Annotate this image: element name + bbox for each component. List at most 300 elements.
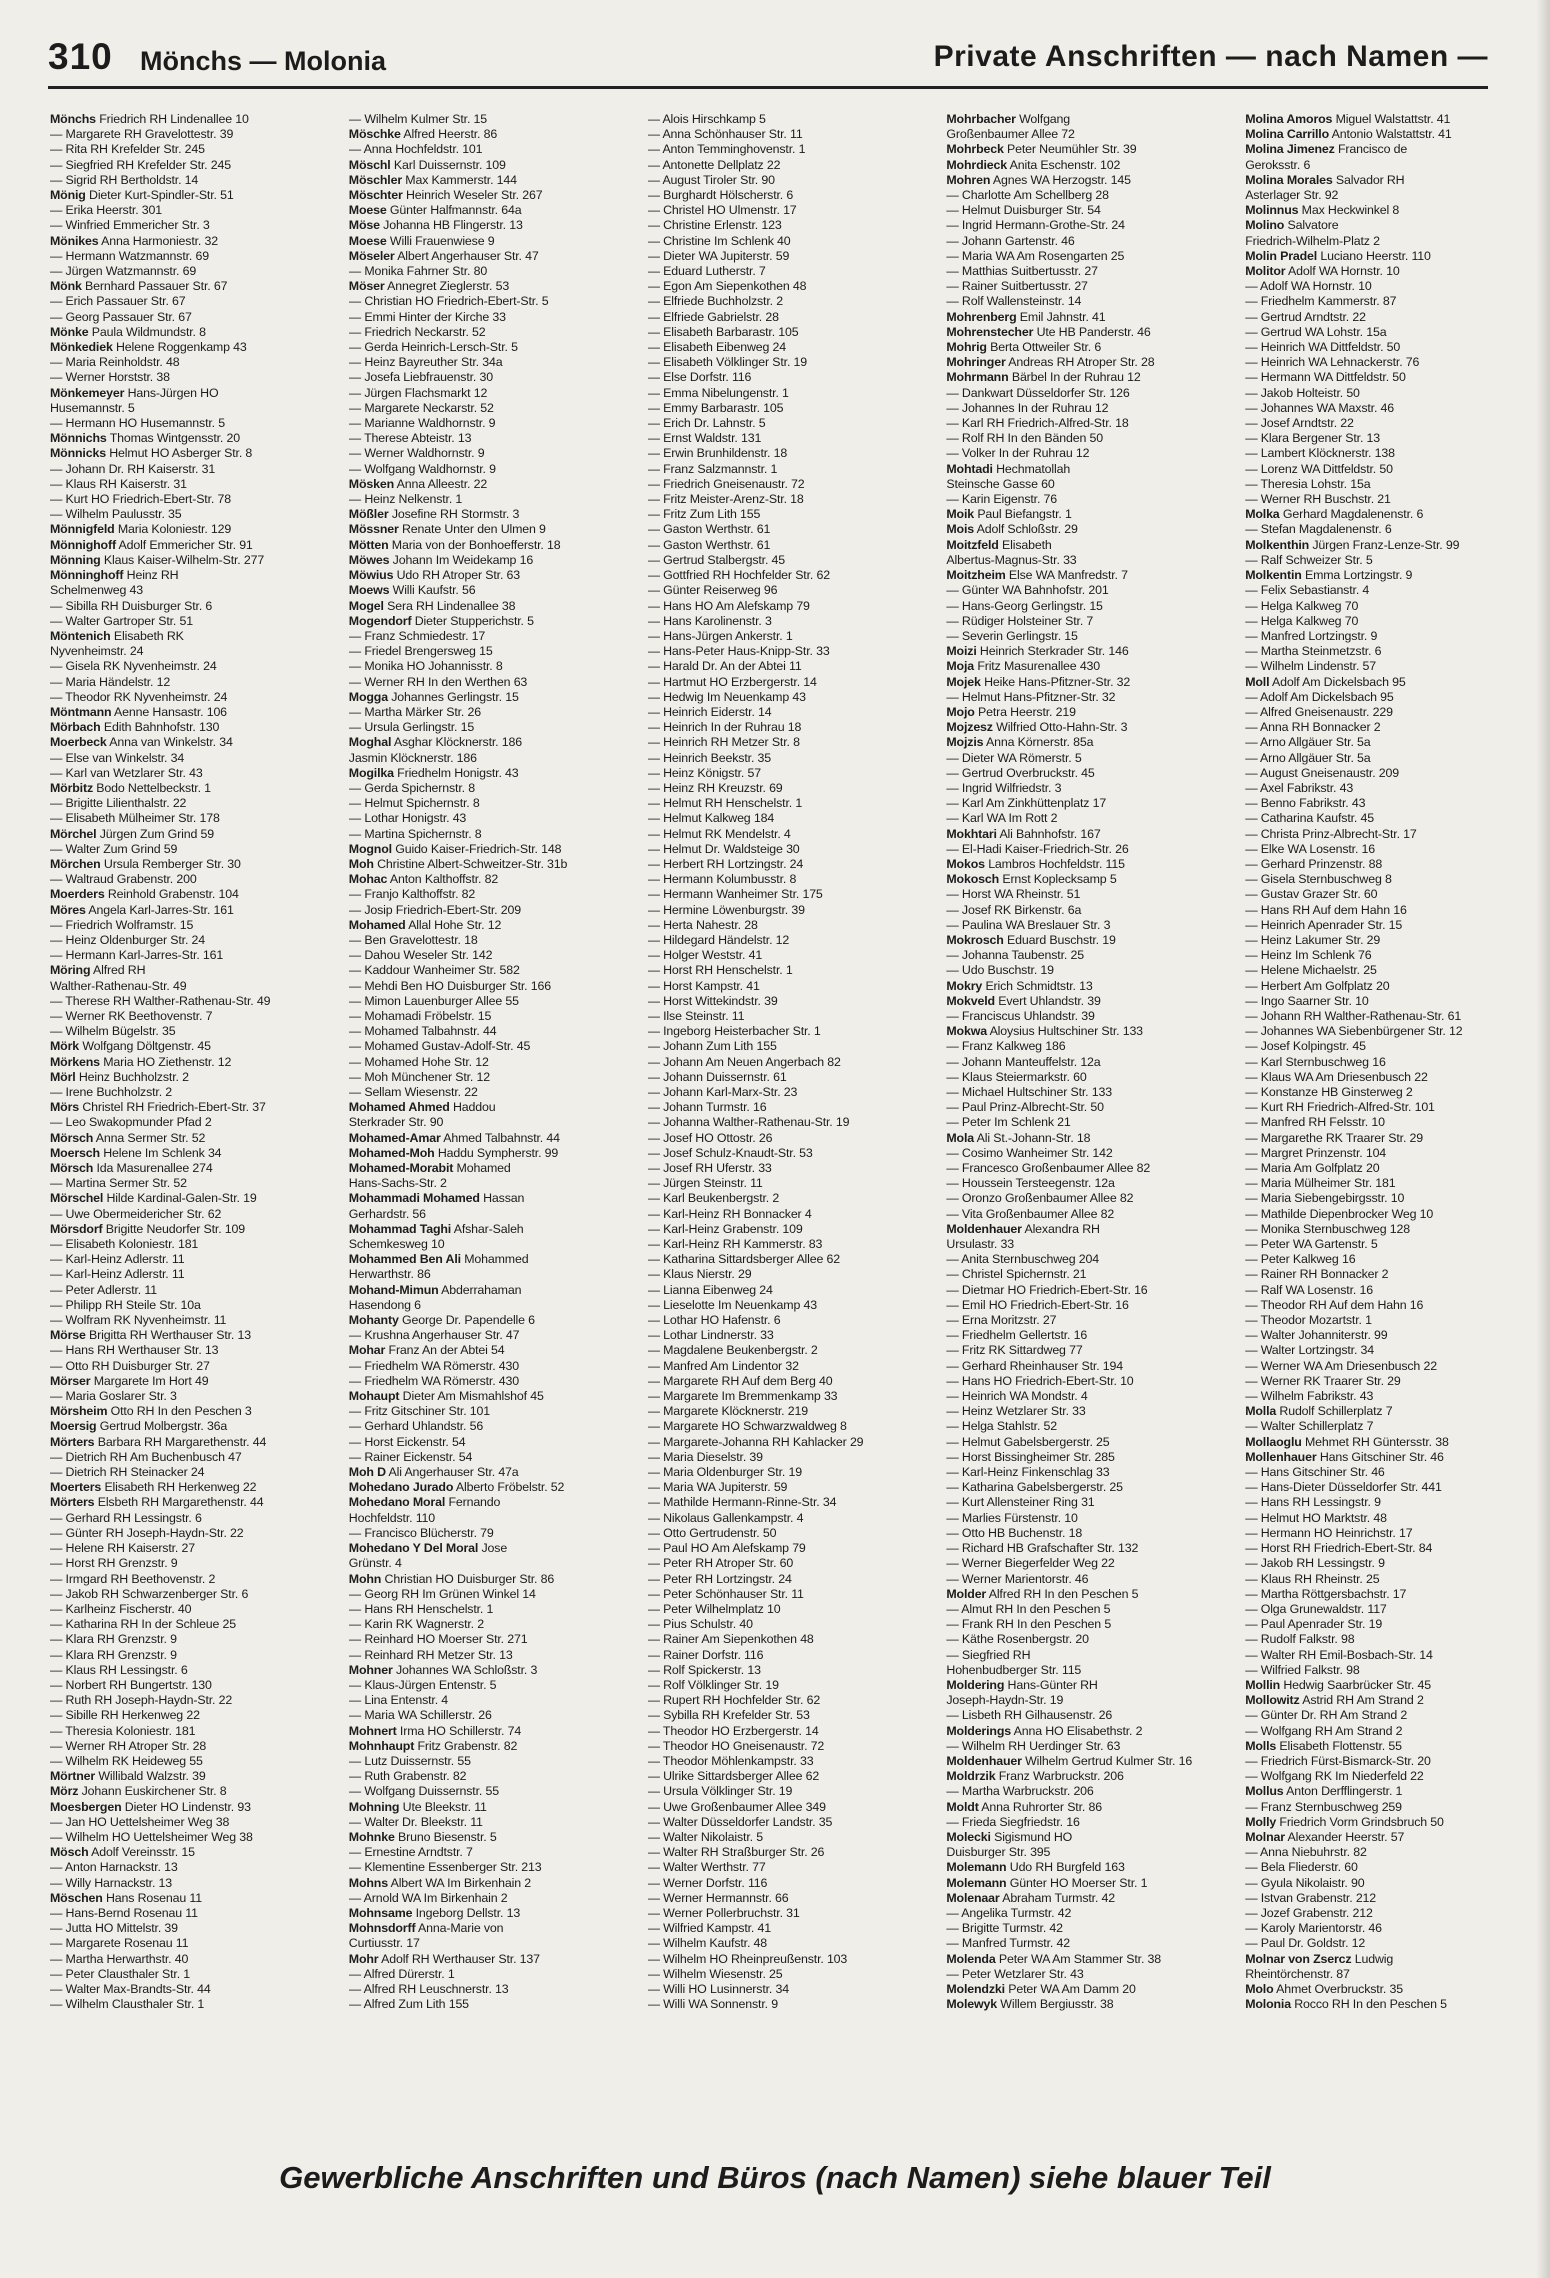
entry-details: — Günter Dr. RH Am Strand 2: [1245, 1708, 1408, 1723]
entry-details: — Walter Max-Brandts-Str. 44: [50, 1981, 211, 1996]
entry-details: — Brigitte Lilienthalstr. 22: [50, 796, 187, 811]
directory-entry: [349, 781, 634, 796]
entry-details: — Paul HO Am Alefskamp 79: [647, 1541, 806, 1556]
directory-entry: [946, 1511, 1231, 1526]
entry-surname: Möschler: [348, 172, 402, 187]
entry-surname: Molenda: [946, 1951, 996, 1966]
entry-details: Ursula Remberger Str. 30: [103, 856, 241, 871]
entry-details: — Margarete Neckarstr. 52: [348, 400, 494, 415]
entry-details: — Christine Im Schlenk 40: [647, 233, 791, 248]
entry-details: — Josef RH Uferstr. 33: [647, 1161, 772, 1176]
entry-details: — Werner RH In den Werthen 63: [348, 674, 528, 689]
entry-details: — Horst RH Friedrich-Ebert-Str. 84: [1245, 1541, 1433, 1556]
entry-surname: Mönk: [50, 279, 82, 294]
entry-details: — Karlheinz Fischerstr. 40: [50, 1601, 192, 1616]
entry-details: — Jürgen Flachsmarkt 12: [348, 385, 488, 400]
directory-entry: [946, 401, 1231, 416]
entry-details: Grünstr. 4: [348, 1556, 402, 1571]
directory-entry: [648, 1267, 933, 1282]
entry-details: — Erich Passauer Str. 67: [50, 294, 186, 309]
entry-surname: Molenaar: [946, 1890, 1000, 1905]
directory-entry: [50, 370, 335, 385]
entry-surname: Moerters: [50, 1480, 102, 1495]
entry-details: — Willy Harnackstr. 13: [50, 1875, 173, 1890]
directory-entry: [50, 507, 335, 522]
entry-details: — Herbert Am Golfplatz 20: [1245, 978, 1390, 993]
entry-details: Adolf Schloßstr. 29: [976, 522, 1078, 537]
directory-entry: [1245, 629, 1530, 644]
entry-details: — Erich Dr. Lahnstr. 5: [647, 416, 766, 431]
entry-details: — Heinrich RH Metzer Str. 8: [647, 735, 800, 750]
entry-details: Ingeborg Dellstr. 13: [415, 1905, 521, 1920]
directory-entry: [1245, 1617, 1530, 1632]
entry-details: — Theodor RK Nyvenheimstr. 24: [50, 689, 228, 704]
entry-details: — Martha Märker Str. 26: [348, 704, 481, 719]
entry-details: — Lothar Honigstr. 43: [348, 811, 467, 826]
directory-entry: [349, 492, 634, 507]
directory-entry: [349, 1511, 634, 1526]
directory-entry: [946, 1009, 1231, 1024]
entry-details: — Anna Schönhauser Str. 11: [647, 127, 803, 142]
directory-entry: [648, 1830, 933, 1845]
entry-surname: Molnar: [1245, 1829, 1285, 1844]
directory-entry: [1245, 294, 1530, 309]
entry-details: Paula Wildmundstr. 8: [91, 324, 206, 339]
directory-entry: [50, 568, 335, 583]
entry-details: — Klaus WA Am Driesenbusch 22: [1245, 1069, 1428, 1084]
entry-details: — Margarete Im Bremmenkamp 33: [647, 1389, 838, 1404]
directory-entry: [50, 1374, 335, 1389]
directory-entry: [946, 1587, 1231, 1602]
directory-entry: [1245, 1845, 1530, 1860]
directory-entry: [349, 644, 634, 659]
entry-details: — Ernst Waldstr. 131: [647, 431, 762, 446]
directory-entry: [349, 1495, 634, 1510]
entry-details: Heinrich Sterkrader Str. 146: [979, 644, 1129, 659]
entry-details: Husemannstr. 5: [50, 400, 135, 415]
entry-details: Gerhardstr. 56: [348, 1206, 426, 1221]
entry-details: — Werner RK Traarer Str. 29: [1245, 1373, 1401, 1388]
entry-details: Günter HO Moerser Str. 1: [1009, 1875, 1148, 1890]
directory-entry: [946, 340, 1231, 355]
entry-details: — Helga Stahlstr. 52: [946, 1419, 1058, 1434]
entry-details: Abraham Turmstr. 42: [1002, 1890, 1116, 1905]
directory-entry: [946, 1495, 1231, 1510]
directory-entry: [349, 142, 634, 157]
directory-entry: [1245, 264, 1530, 279]
entry-details: — Rüdiger Holsteiner Str. 7: [946, 613, 1094, 628]
entry-surname: Mohac: [348, 872, 388, 887]
directory-entry: [1245, 1815, 1530, 1830]
directory-entry: [349, 1784, 634, 1799]
entry-details: — Olga Grunewaldstr. 117: [1245, 1601, 1387, 1616]
directory-entry: [349, 218, 634, 233]
directory-entry: [946, 1952, 1231, 1967]
entry-details: — Fritz Meister-Arenz-Str. 18: [647, 492, 804, 507]
directory-entry: [50, 994, 335, 1009]
entry-details: Steinsche Gasse 60: [946, 476, 1055, 491]
directory-entry: [648, 1070, 933, 1085]
entry-details: Haddu Sympherstr. 99: [437, 1145, 559, 1160]
entry-details: — Wilhelm Paulusstr. 35: [50, 507, 182, 522]
directory-entry: [946, 735, 1231, 750]
entry-details: — Anton Temminghovenstr. 1: [647, 142, 806, 157]
directory-entry: [946, 1632, 1231, 1647]
entry-details: — El-Hadi Kaiser-Friedrich-Str. 26: [946, 841, 1129, 856]
entry-details: — Johann Manteuffelstr. 12a: [946, 1054, 1101, 1069]
entry-surname: Mörsch: [50, 1161, 94, 1176]
entry-details: — Dietrich RH Steinacker 24: [50, 1465, 205, 1480]
entry-details: — Almut RH In den Peschen 5: [946, 1601, 1111, 1616]
directory-entry: [946, 127, 1231, 142]
entry-details: — Hermann HO Heinrichstr. 17: [1245, 1525, 1413, 1540]
entry-details: — Volker In der Ruhrau 12: [946, 446, 1090, 461]
directory-entry: [648, 827, 933, 842]
entry-details: — Josef Arndtstr. 22: [1245, 416, 1354, 431]
entry-surname: Mognol: [348, 841, 392, 856]
directory-entry: [648, 522, 933, 537]
directory-entry: [50, 827, 335, 842]
directory-entry: [50, 1693, 335, 1708]
directory-entry: [648, 370, 933, 385]
entry-details: — Margarethe RK Traarer Str. 29: [1245, 1130, 1424, 1145]
directory-entry: [349, 294, 634, 309]
entry-details: — Jozef Grabenstr. 212: [1245, 1905, 1373, 1920]
directory-entry: [349, 1648, 634, 1663]
entry-details: — Arnold WA Im Birkenhain 2: [348, 1890, 508, 1905]
entry-details: — Ingo Saarner Str. 10: [1245, 993, 1369, 1008]
entry-details: — Gerhard RH Lessingstr. 6: [50, 1510, 202, 1525]
directory-entry: [50, 492, 335, 507]
entry-surname: Molinnus: [1245, 203, 1299, 218]
directory-entry: [648, 1784, 933, 1799]
entry-details: — Karl-Heinz Grabenstr. 109: [647, 1221, 803, 1236]
directory-entry: [648, 1495, 933, 1510]
entry-details: Rheintörchenstr. 87: [1245, 1966, 1350, 1981]
directory-entry: [648, 1678, 933, 1693]
directory-entry: [648, 1222, 933, 1237]
entry-details: — Emmi Hinter der Kirche 33: [348, 309, 506, 324]
entry-details: — Rainer Eickenstr. 54: [348, 1449, 473, 1464]
directory-entry: [648, 1207, 933, 1222]
entry-details: Hassan: [483, 1191, 525, 1206]
directory-entry: [648, 705, 933, 720]
directory-entry: [648, 142, 933, 157]
entry-details: Angela Karl-Jarres-Str. 161: [88, 902, 234, 917]
entry-surname: Mohnhaupt: [348, 1738, 415, 1753]
directory-entry: [648, 462, 933, 477]
entry-surname: Moik: [946, 507, 975, 522]
directory-entry: [50, 903, 335, 918]
entry-details: — Maria Am Golfplatz 20: [1245, 1161, 1380, 1176]
entry-surname: Mollaoglu: [1245, 1434, 1302, 1449]
entry-details: — Maria WA Jupiterstr. 59: [647, 1480, 788, 1495]
directory-entry: [50, 1495, 335, 1510]
directory-entry: [648, 1724, 933, 1739]
directory-entry: [1245, 918, 1530, 933]
directory-entry: [349, 1921, 634, 1936]
directory-entry: [1245, 644, 1530, 659]
directory-entry: [349, 1115, 634, 1130]
entry-details: Willi Frauenwiese 9: [389, 233, 495, 248]
entry-details: Fritz Masurenallee 430: [977, 659, 1101, 674]
directory-entry: [648, 1967, 933, 1982]
entry-details: — Werner WA Am Driesenbusch 22: [1245, 1358, 1437, 1373]
entry-surname: Möntmann: [50, 704, 112, 719]
entry-surname: Mohrbeck: [946, 142, 1004, 157]
directory-entry: [648, 842, 933, 857]
entry-details: Friedhelm Honigstr. 43: [397, 765, 519, 780]
directory-entry: [349, 1997, 634, 2012]
directory-entry: [349, 1617, 634, 1632]
entry-details: — Hans RH Auf dem Hahn 16: [1245, 902, 1407, 917]
directory-entry: [946, 1815, 1231, 1830]
directory-entry: [349, 994, 634, 1009]
directory-entry: [648, 1845, 933, 1860]
entry-details: — Peter Clausthaler Str. 1: [50, 1966, 191, 1981]
directory-entry: [349, 1055, 634, 1070]
directory-entry: [946, 1343, 1231, 1358]
entry-surname: Mohedano Jurado: [348, 1480, 454, 1495]
directory-entry: [349, 1906, 634, 1921]
entry-details: — Gerda Spichernstr. 8: [348, 780, 475, 795]
directory-entry: [1245, 1678, 1530, 1693]
directory-entry: [1245, 1343, 1530, 1358]
directory-entry: [648, 751, 933, 766]
entry-surname: Mojek: [946, 674, 981, 689]
entry-details: — Maria Oldenburger Str. 19: [647, 1465, 802, 1480]
entry-details: — Kaddour Wanheimer Str. 582: [348, 963, 520, 978]
directory-entry: [648, 1328, 933, 1343]
entry-details: — Paulina WA Breslauer Str. 3: [946, 917, 1111, 932]
entry-details: — Herbert RH Lortzingstr. 24: [647, 856, 804, 871]
directory-entry: [946, 903, 1231, 918]
entry-details: — Katharina Sittardsberger Allee 62: [647, 1252, 841, 1267]
entry-details: Sera RH Lindenallee 38: [387, 598, 516, 613]
directory-entry: [50, 705, 335, 720]
entry-details: Mehmet RH Güntersstr. 38: [1304, 1434, 1449, 1449]
entry-surname: Mohamed Ahmed: [348, 1100, 450, 1115]
directory-entry: [946, 477, 1231, 492]
entry-details: Bruno Biesenstr. 5: [398, 1829, 497, 1844]
directory-entry: [50, 1039, 335, 1054]
entry-details: — Axel Fabrikstr. 43: [1245, 780, 1354, 795]
entry-surname: Mörchen: [50, 856, 101, 871]
entry-details: — Walter Zum Grind 59: [50, 841, 178, 856]
entry-details: — Hans-Jürgen Ankerstr. 1: [647, 628, 793, 643]
entry-details: Jose: [481, 1541, 508, 1556]
directory-entry: [50, 1663, 335, 1678]
entry-details: — Heinz Oldenburger Str. 24: [50, 932, 206, 947]
directory-entry: [648, 629, 933, 644]
directory-entry: [1245, 1724, 1530, 1739]
directory-entry: [648, 1039, 933, 1054]
entry-details: Anna Harmoniestr. 32: [101, 233, 218, 248]
directory-entry: [50, 614, 335, 629]
directory-entry: [946, 872, 1231, 887]
entry-details: — Johann Am Neuen Angerbach 82: [647, 1054, 841, 1069]
entry-details: — Wolfgang Waldhornstr. 9: [348, 461, 496, 476]
directory-entry: [349, 675, 634, 690]
directory-entry: [946, 979, 1231, 994]
entry-surname: Mois: [946, 522, 975, 537]
entry-details: — August Tiroler Str. 90: [647, 172, 775, 187]
entry-details: — Gaston Werthstr. 61: [647, 537, 771, 552]
directory-entry: [1245, 781, 1530, 796]
entry-details: — Leo Swakopmunder Pfad 2: [50, 1115, 212, 1130]
entry-details: — Friedrich Neckarstr. 52: [348, 324, 486, 339]
entry-details: — Wilhelm Lindenstr. 57: [1245, 659, 1377, 674]
entry-details: — Lutz Duissernstr. 55: [348, 1753, 471, 1768]
entry-details: — Therese RH Walther-Rathenau-Str. 49: [50, 993, 271, 1008]
directory-entry: [50, 1769, 335, 1784]
directory-entry: [349, 1541, 634, 1556]
entry-details: — Paul Apenrader Str. 19: [1245, 1617, 1383, 1632]
directory-entry: [349, 1754, 634, 1769]
entry-details: Geroksstr. 6: [1245, 157, 1311, 172]
entry-details: — Gyula Nikolaistr. 90: [1245, 1875, 1365, 1890]
directory-entry: [349, 1936, 634, 1951]
directory-entry: [946, 1724, 1231, 1739]
directory-entry: [50, 979, 335, 994]
directory-entry: [349, 1161, 634, 1176]
entry-details: — Wilhelm RH Uerdinger Str. 63: [946, 1738, 1121, 1753]
entry-surname: Mönke: [50, 324, 89, 339]
entry-surname: Mollowitz: [1245, 1693, 1300, 1708]
entry-surname: Molewyk: [946, 1997, 997, 2012]
entry-details: — Günter Reiserweg 96: [647, 583, 778, 598]
directory-entry: [648, 1252, 933, 1267]
directory-entry: [50, 1359, 335, 1374]
entry-details: — Walter Schillerplatz 7: [1245, 1419, 1374, 1434]
entry-details: — Klaus RH Lessingstr. 6: [50, 1662, 188, 1677]
entry-details: Jasmin Klöcknerstr. 186: [348, 750, 477, 765]
directory-entry: [349, 1146, 634, 1161]
directory-entry: [946, 963, 1231, 978]
directory-entry: [1245, 933, 1530, 948]
entry-surname: Mörkens: [50, 1054, 100, 1069]
entry-details: — Günter WA Bahnhofstr. 201: [946, 583, 1109, 598]
directory-entry: [50, 1024, 335, 1039]
directory-entry: [648, 1815, 933, 1830]
entry-details: — Helene Michaelstr. 25: [1245, 963, 1377, 978]
entry-details: — Walter RH Straßburger Str. 26: [647, 1845, 825, 1860]
entry-details: Rocco RH In den Peschen 5: [1294, 1997, 1447, 2012]
directory-entry: [946, 1678, 1231, 1693]
entry-details: — Jürgen Steinstr. 11: [647, 1176, 763, 1191]
entry-details: — Adolf WA Hornstr. 10: [1245, 279, 1372, 294]
entry-surname: Mokosch: [946, 872, 1000, 887]
directory-entry: [349, 933, 634, 948]
directory-entry: [50, 234, 335, 249]
entry-details: — Fritz RK Sittardweg 77: [946, 1343, 1083, 1358]
entry-details: — Dieter WA Jupiterstr. 59: [647, 248, 790, 263]
directory-entry: [648, 1617, 933, 1632]
directory-entry: [1245, 1495, 1530, 1510]
directory-entry: [349, 1739, 634, 1754]
directory-entry: [349, 522, 634, 537]
directory-entry: [648, 1511, 933, 1526]
entry-details: Albert Angerhauser Str. 47: [397, 248, 539, 263]
directory-entry: [648, 1952, 933, 1967]
directory-entry: [946, 1070, 1231, 1085]
directory-entry: [349, 629, 634, 644]
entry-details: — Alfred Gneisenaustr. 229: [1245, 704, 1393, 719]
entry-details: Edith Bahnhofstr. 130: [103, 720, 220, 735]
entry-details: — Theresia Koloniestr. 181: [50, 1723, 196, 1738]
entry-details: — Willi WA Sonnenstr. 9: [647, 1997, 778, 2012]
entry-details: — Lisbeth RH Gilhausenstr. 26: [946, 1708, 1113, 1723]
directory-entry: [1245, 735, 1530, 750]
entry-surname: Mohedano Y Del Moral: [348, 1541, 479, 1556]
directory-entry: [648, 918, 933, 933]
entry-details: — Ingrid Hermann-Grothe-Str. 24: [946, 218, 1125, 233]
entry-surname: Mollus: [1245, 1784, 1284, 1799]
entry-details: — Else Dorfstr. 116: [647, 370, 752, 385]
directory-entry: [349, 1176, 634, 1191]
directory-entry: [50, 218, 335, 233]
directory-entry: [50, 1511, 335, 1526]
entry-details: — Rainer Am Siepenkothen 48: [647, 1632, 814, 1647]
directory-entry: [349, 279, 634, 294]
directory-entry: [648, 1754, 933, 1769]
entry-details: Guido Kaiser-Friedrich-Str. 148: [395, 841, 562, 856]
entry-details: Schemkesweg 10: [348, 1237, 445, 1252]
entry-surname: Molecki: [946, 1829, 991, 1844]
directory-entry: [349, 796, 634, 811]
directory-entry: [50, 112, 335, 127]
directory-entry: [50, 1648, 335, 1663]
entry-details: — Gaston Werthstr. 61: [647, 522, 771, 537]
entry-details: — Udo Buschstr. 19: [946, 963, 1054, 978]
entry-details: — Maria Siebengebirgsstr. 10: [1245, 1191, 1405, 1206]
directory-entry: [1245, 1952, 1530, 1967]
directory-entry: [946, 842, 1231, 857]
entry-surname: Mohammadi Mohamed: [348, 1191, 480, 1206]
directory-entry: [50, 644, 335, 659]
directory-entry: [50, 887, 335, 902]
entry-details: Hochfeldstr. 110: [348, 1510, 436, 1525]
directory-entry: [50, 188, 335, 203]
entry-surname: Moese: [348, 233, 387, 248]
entry-details: Hans Gitschiner Str. 46: [1319, 1449, 1444, 1464]
entry-surname: Mokry: [946, 978, 983, 993]
entry-details: — Wilhelm Kaufstr. 48: [647, 1936, 768, 1951]
entry-surname: Mohar: [348, 1343, 386, 1358]
directory-entry: [349, 614, 634, 629]
directory-entry: [946, 492, 1231, 507]
directory-entry: [648, 234, 933, 249]
directory-entry: [1245, 249, 1530, 264]
directory-entry: [648, 690, 933, 705]
directory-entry: [946, 887, 1231, 902]
directory-entry: [1245, 1435, 1530, 1450]
directory-entry: [1245, 1465, 1530, 1480]
directory-entry: [1245, 446, 1530, 461]
entry-details: — Maria WA Am Rosengarten 25: [946, 248, 1125, 263]
entry-details: — Gottfried RH Hochfelder Str. 62: [647, 568, 830, 583]
entry-surname: Moesbergen: [50, 1799, 122, 1814]
entry-details: Friedrich Vorm Grindsbruch 50: [1279, 1814, 1444, 1829]
entry-surname: Moldering: [946, 1677, 1005, 1692]
directory-entry: [349, 1815, 634, 1830]
directory-entry: [1245, 1876, 1530, 1891]
entry-details: Albertus-Magnus-Str. 33: [946, 552, 1077, 567]
directory-entry: [349, 568, 634, 583]
entry-details: — Klaus RH Kaiserstr. 31: [50, 476, 187, 491]
entry-details: Anton Kalthoffstr. 82: [389, 872, 499, 887]
directory-entry: [946, 994, 1231, 1009]
